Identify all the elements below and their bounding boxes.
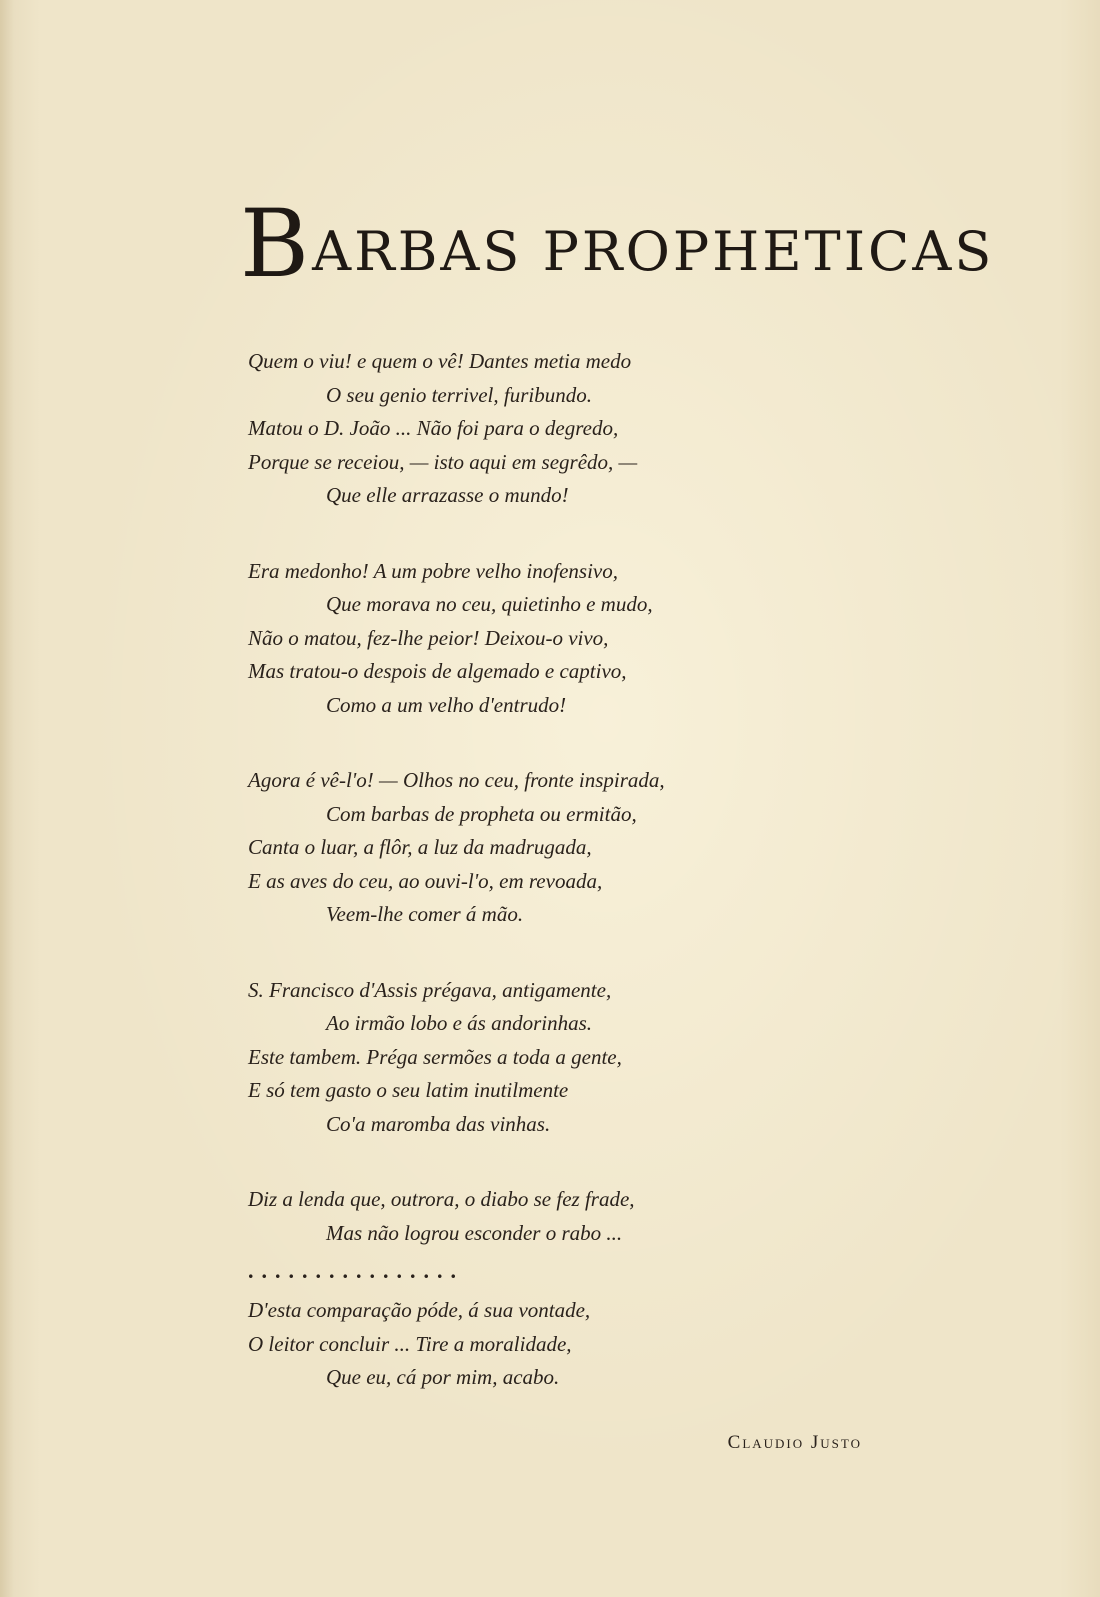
stanza-1 [248,345,968,513]
verse-line: S. Francisco d'Assis prégava, antigamente, [248,977,612,1002]
verse-line: Que elle arrazasse o mundo! [326,483,569,507]
verse-line: Que morava no ceu, quietinho e mudo, [326,592,653,616]
verse-line: O leitor concluir ... Tire a moralidade, [248,1331,572,1356]
verse-line: Quem o viu! e quem o vê! Dantes metia medo [248,349,632,373]
verse-line: E as aves do ceu, ao ouvi-l'o, em revoada, [248,868,603,893]
title-rest: ARBAS PROPHETICAS [312,220,995,283]
poem [248,345,968,1437]
verse-line: Não o matou, fez-lhe peior! Deixou-o vivo, [248,625,609,650]
stanza-4 [248,974,968,1142]
title-initial: B [240,190,313,299]
verse-line: O seu genio terrivel, furibundo. [326,382,592,407]
dotted-separator: ................ [248,1258,464,1283]
poem-title [240,190,995,299]
stanza-5 [248,1183,968,1250]
verse-line: Co'a maromba das vinhas. [326,1111,551,1136]
verse-line: Canta o luar, a flôr, a luz da madrugada, [248,835,592,859]
verse-line: Com barbas de propheta ou ermitão, [326,801,637,826]
verse-line: Mas não logrou esconder o rabo ... [326,1220,623,1245]
verse-line: Agora é vê-l'o! — Olhos no ceu, fronte inspirada, [248,768,665,792]
stanza-3 [248,764,968,932]
verse-line: Veem-lhe comer á mão. [326,902,524,926]
verse-line: Que eu, cá por mim, acabo. [326,1365,560,1389]
verse-line: Mas tratou-o despois de algemado e captivo, [248,659,627,683]
verse-line: D'esta comparação póde, á sua vontade, [248,1298,591,1322]
verse-line: Matou o D. João ... Não foi para o degredo, [248,416,619,440]
verse-line: Era medonho! A um pobre velho inofensivo, [248,558,618,583]
verse-line: Ao irmão lobo e ás andorinhas. [326,1011,593,1035]
verse-line: Este tambem. Préga sermões a toda a gente, [248,1044,622,1069]
verse-line: Como a um velho d'entrudo! [326,692,567,717]
stanza-6 [248,1294,968,1395]
verse-line: Porque se receiou, — isto aqui em segrêdo, — [248,449,638,474]
verse-line: Diz a lenda que, outrora, o diabo se fez frade, [248,1187,635,1211]
verse-line: E só tem gasto o seu latim inutilmente [248,1078,569,1102]
author-signature: Claudio Justo [727,1432,862,1453]
stanza-2 [248,555,968,723]
